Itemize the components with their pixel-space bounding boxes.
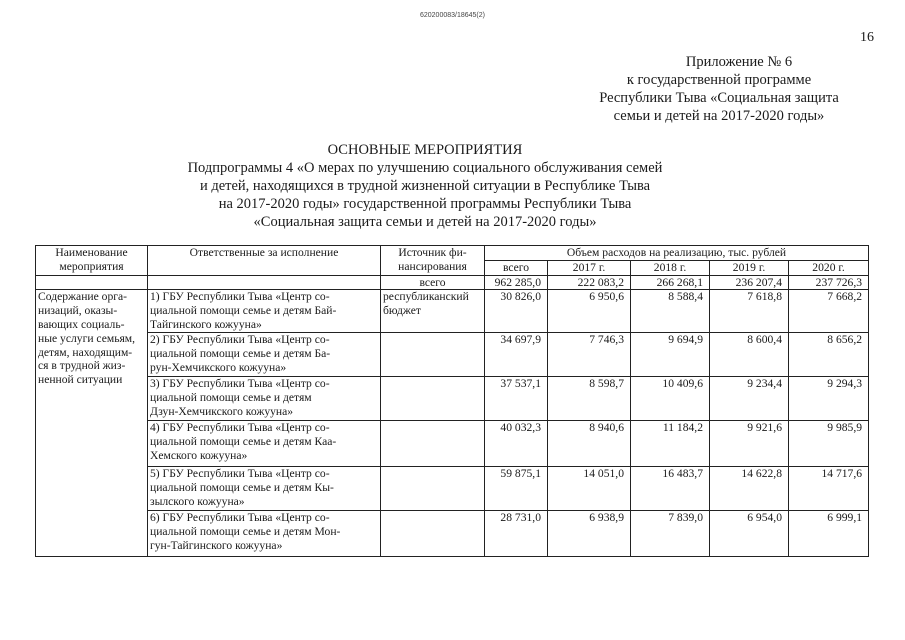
summary-year: 222 083,2 [548, 275, 631, 290]
row-year-value: 9 921,6 [710, 421, 789, 467]
heading-title: ОСНОВНЫЕ МЕРОПРИЯТИЯ [327, 142, 523, 158]
activity-line: Содержание орга- [38, 290, 128, 304]
row-year-value: 14 622,8 [710, 467, 789, 511]
row-year-value: 7 618,8 [710, 290, 789, 333]
heading-line: «Социальная защита семьи и детей на 2017-2020 годы» [253, 214, 597, 230]
responsible-line: циальной помощи семье и детям Ба- [150, 347, 331, 361]
row-year-value: 10 409,6 [631, 377, 710, 421]
responsible-line: Дзун-Хемчикского кожууна» [150, 404, 294, 418]
activity-cell [36, 290, 148, 557]
document-heading [115, 141, 735, 231]
row-total: 59 875,1 [485, 467, 548, 511]
source-cell-empty [381, 421, 485, 467]
summary-year: 236 207,4 [710, 275, 789, 290]
row-year-value: 6 938,9 [548, 511, 631, 557]
heading-line: Подпрограммы 4 «О мерах по улучшению социального обслуживания семей [187, 160, 663, 176]
row-year-value: 7 839,0 [631, 511, 710, 557]
table-row [36, 511, 869, 557]
row-total: 40 032,3 [485, 421, 548, 467]
row-year-value: 9 294,3 [789, 377, 869, 421]
row-total: 28 731,0 [485, 511, 548, 557]
header-name-line: Наименование [55, 246, 128, 259]
table-row [36, 377, 869, 421]
header-source [381, 246, 485, 276]
responsible-line: 5) ГБУ Республики Тыва «Центр со- [150, 467, 330, 481]
row-year-value: 9 234,4 [710, 377, 789, 421]
row-year-value: 8 600,4 [710, 333, 789, 377]
summary-year: 266 268,1 [631, 275, 710, 290]
summary-total: 962 285,0 [485, 275, 548, 290]
row-year-value: 11 184,2 [631, 421, 710, 467]
activity-line: детям, находящим- [38, 345, 133, 359]
page-number: 16 [860, 30, 874, 45]
header-year: 2020 г. [789, 260, 869, 275]
responsible-line: Хемского кожууна» [150, 448, 248, 462]
header-year: 2017 г. [548, 260, 631, 275]
heading-line: и детей, находящихся в трудной жизненной ситуации в Республике Тыва [199, 178, 651, 194]
header-name [36, 246, 148, 276]
activity-line: ся в трудной жиз- [38, 359, 126, 373]
appendix-line: Республики Тыва «Социальная защита [599, 90, 839, 106]
header-row [36, 246, 869, 261]
responsible-line: Тайгинского кожууна» [150, 317, 262, 331]
header-volume: Объем расходов на реализацию, тыс. рублей [485, 246, 869, 261]
responsible-line: зылского кожууна» [150, 494, 245, 508]
responsible-line: 4) ГБУ Республики Тыва «Центр со- [150, 421, 330, 435]
appendix-note [569, 53, 869, 125]
row-year-value: 6 950,6 [548, 290, 631, 333]
summary-label: всего [381, 275, 485, 290]
header-source-line: нансирования [398, 259, 467, 273]
row-year-value: 9 694,9 [631, 333, 710, 377]
responsible-line: циальной помощи семье и детям Каа- [150, 435, 337, 449]
responsible-line: рун-Хемчикского кожууна» [150, 360, 287, 374]
row-year-value: 8 598,7 [548, 377, 631, 421]
table-row [36, 467, 869, 511]
responsible-line: 1) ГБУ Республики Тыва «Центр со- [150, 290, 330, 304]
row-year-value: 14 717,6 [789, 467, 869, 511]
activity-line: низаций, оказы- [38, 304, 118, 318]
source-cell-empty [381, 333, 485, 377]
responsible-cell [148, 511, 381, 557]
responsible-cell [148, 290, 381, 333]
heading-line: на 2017-2020 годы» государственной программы Республики Тыва [218, 196, 632, 212]
row-year-value: 7 746,3 [548, 333, 631, 377]
appendix-line: семьи и детей на 2017-2020 годы» [613, 108, 825, 124]
row-year-value: 8 940,6 [548, 421, 631, 467]
header-source-line: Источник фи- [398, 246, 467, 259]
source-cell-empty [381, 377, 485, 421]
responsible-line: циальной помощи семье и детям Мон- [150, 525, 341, 539]
source-cell-empty [381, 511, 485, 557]
responsible-line: гун-Тайгинского кожууна» [150, 538, 283, 552]
responsible-line: циальной помощи семье и детям Бай- [150, 304, 337, 318]
row-year-value: 6 954,0 [710, 511, 789, 557]
responsible-cell [148, 333, 381, 377]
activity-line: ненной ситуации [38, 373, 123, 387]
responsible-line: циальной помощи семье и детям Кы- [150, 481, 334, 495]
row-year-value: 16 483,7 [631, 467, 710, 511]
row-year-value: 6 999,1 [789, 511, 869, 557]
responsible-line: 3) ГБУ Республики Тыва «Центр со- [150, 377, 330, 391]
source-cell [381, 290, 485, 333]
header-total: всего [485, 260, 548, 275]
appendix-line: к государственной программе [626, 72, 812, 88]
row-year-value: 9 985,9 [789, 421, 869, 467]
responsible-cell [148, 377, 381, 421]
row-total: 30 826,0 [485, 290, 548, 333]
row-year-value: 14 051,0 [548, 467, 631, 511]
activity-line: ные услуги семьям, [38, 331, 136, 345]
table-row [36, 290, 869, 333]
row-year-value: 8 656,2 [789, 333, 869, 377]
summary-year: 237 726,3 [789, 275, 869, 290]
table-row [36, 333, 869, 377]
header-responsible: Ответственные за исполнение [148, 246, 381, 276]
responsible-line: циальной помощи семье и детям [150, 391, 312, 405]
table-row [36, 421, 869, 467]
summary-empty [148, 275, 381, 290]
row-total: 37 537,1 [485, 377, 548, 421]
source-cell-empty [381, 467, 485, 511]
summary-empty [36, 275, 148, 290]
summary-row [36, 275, 869, 290]
document-stamp: 620200083/18645(2) [419, 12, 485, 19]
header-year: 2019 г. [710, 260, 789, 275]
row-year-value: 7 668,2 [789, 290, 869, 333]
header-name-line: мероприятия [59, 259, 124, 273]
header-year: 2018 г. [631, 260, 710, 275]
source-line: бюджет [383, 304, 421, 318]
appendix-line: Приложение № 6 [685, 54, 793, 70]
responsible-cell [148, 421, 381, 467]
responsible-line: 6) ГБУ Республики Тыва «Центр со- [150, 511, 330, 525]
responsible-cell [148, 467, 381, 511]
responsible-line: 2) ГБУ Республики Тыва «Центр со- [150, 333, 330, 347]
row-year-value: 8 588,4 [631, 290, 710, 333]
source-line: республиканский [383, 290, 469, 304]
activity-line: вающих социаль- [38, 317, 125, 331]
row-total: 34 697,9 [485, 333, 548, 377]
activities-table [35, 245, 869, 557]
